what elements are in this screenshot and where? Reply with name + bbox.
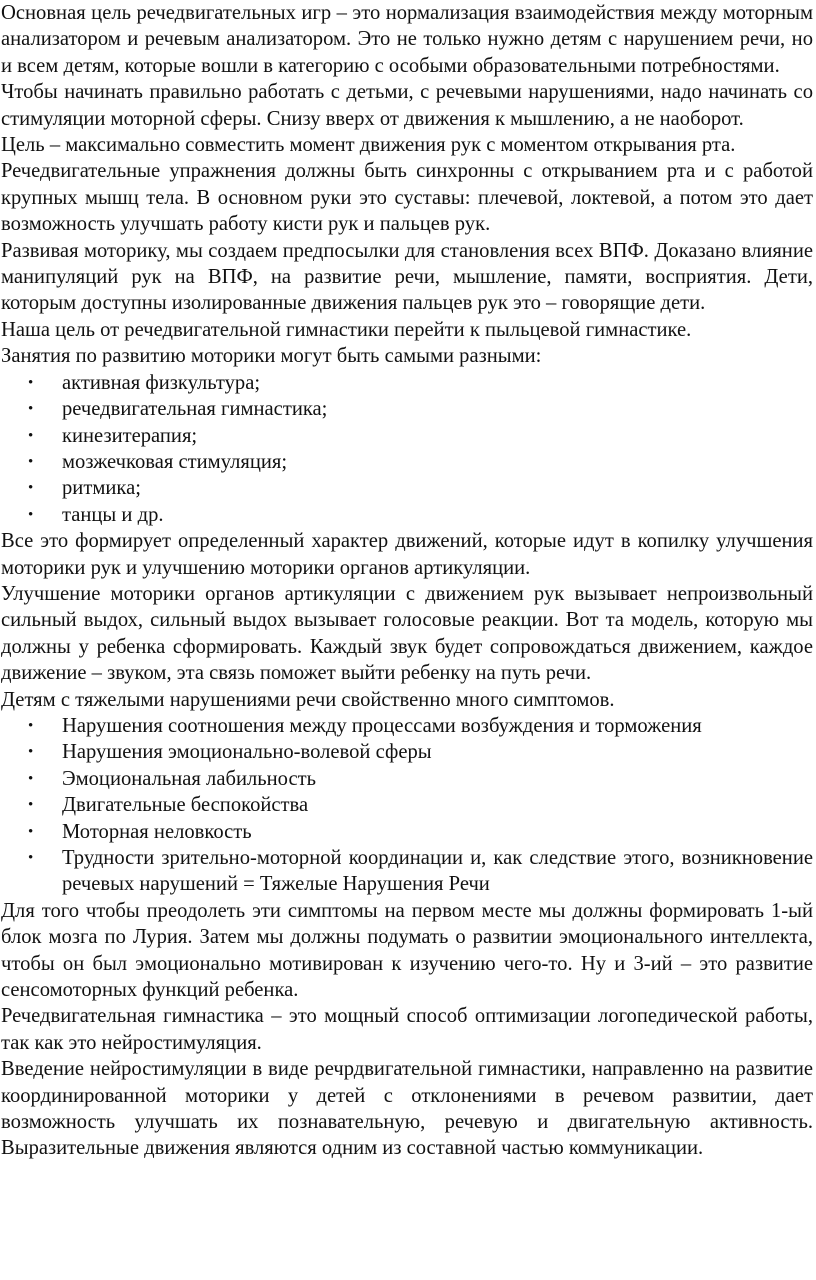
- paragraph: Детям с тяжелыми нарушениями речи свойственно много симптомов.: [1, 688, 615, 711]
- paragraph: Для того чтобы преодолеть эти симптомы на первом месте мы должны формировать 1-ый блок мозга по Лурия. Затем мы должны подумать о развитии эмоционального интеллекта, чтобы он был эмоционально мотивирован к изучению чего-то. Ну и 3-ий – это развитие сенсомоторных функций ребенка.: [1, 899, 813, 1002]
- list-item: [1, 502, 813, 528]
- paragraph: Речедвигательная гимнастика – это мощный способ оптимизации логопедической работы, так как это нейростимуляция.: [1, 1005, 813, 1054]
- list-item-text: Эмоциональная лабильность: [62, 767, 317, 790]
- bullet-icon: •: [28, 797, 34, 814]
- bullet-icon: •: [28, 480, 34, 497]
- paragraph: Все это формирует определенный характер движений, которые идут в копилку улучшения моторики рук и улучшению моторики органов артикуляции.: [1, 530, 813, 579]
- paragraph: Развивая моторику, мы создаем предпосылки для становления всех ВПФ. Доказано влияние манипуляций рук на ВПФ, на развитие речи, мышление, памяти, восприятия. Дети, которым доступны изолированные движения пальцев рук это – говорящие дети.: [1, 239, 813, 315]
- list-item: [1, 475, 813, 501]
- list-item: [1, 739, 813, 765]
- bullet-icon: •: [28, 401, 34, 418]
- paragraph: Речедвигательные упражнения должны быть синхронны с открыванием рта и с работой крупных мышц тела. В основном руки это суставы: плечевой, локтевой, а потом это дает возможность улучшать работу кисти рук и пальцев рук.: [1, 160, 813, 236]
- list-item-text: Моторная неловкость: [62, 820, 252, 843]
- list-item-text: танцы и др.: [62, 503, 164, 526]
- bullet-icon: •: [28, 374, 34, 391]
- paragraph: Цель – максимально совместить момент движения рук с моментом открывания рта.: [1, 134, 736, 157]
- list-item-text: кинезитерапия;: [62, 424, 198, 447]
- paragraph: Введение нейростимуляции в виде речрдвигательной гимнастики, направленно на развитие координированной моторики у детей с отклонениями в речевом развитии, дает возможность улучшать их познавательную, речевую и двигательную активность. Выразительные движения являются одним из составной частью коммуникации.: [1, 1058, 813, 1160]
- list-item: [1, 449, 813, 475]
- list-item-text: Нарушения эмоционально-волевой сферы: [62, 741, 432, 764]
- list-item: [1, 845, 813, 898]
- list-item: [1, 792, 813, 818]
- list-item: [1, 423, 813, 449]
- bullet-icon: •: [28, 717, 34, 734]
- bullet-icon: •: [28, 770, 34, 787]
- bullet-icon: •: [28, 744, 34, 761]
- list-item: [1, 713, 813, 739]
- list-item-text: ритмика;: [62, 477, 141, 500]
- paragraph: Чтобы начинать правильно работать с детьми, с речевыми нарушениями, надо начинать со стимуляции моторной сферы. Снизу вверх от движения к мышлению, а не наоборот.: [1, 81, 813, 130]
- bullet-icon: •: [28, 506, 34, 523]
- bullet-icon: •: [28, 427, 34, 444]
- bullet-icon: •: [28, 823, 34, 840]
- paragraph: Наша цель от речедвигательной гимнастики перейти к пыльцевой гимнастике.: [1, 318, 692, 341]
- list-item-text: Двигательные беспокойства: [62, 794, 309, 817]
- list-item: [1, 396, 813, 422]
- list-item-text: мозжечковая стимуляция;: [62, 450, 288, 473]
- paragraph: Занятия по развитию моторики могут быть самыми разными:: [1, 345, 542, 368]
- paragraph: Основная цель речедвигательных игр – это нормализация взаимодействия между моторным анализатором и речевым анализатором. Это не только нужно детям с нарушением речи, но и всем детям, которые вошли в категорию с особыми образовательными потребностями.: [1, 2, 813, 77]
- paragraph: Улучшение моторики органов артикуляции с движением рук вызывает непроизвольный сильный выдох, сильный выдох вызывает голосовые реакции. Вот та модель, которую мы должны у ребенка сформировать. Каждый звук будет сопровождаться движением, каждое движение – звуком, эта связь поможет выйти ребенку на путь речи.: [1, 582, 813, 685]
- list-item: [1, 819, 813, 845]
- list-item: [1, 766, 813, 792]
- list-item-text: Нарушения соотношения между процессами возбуждения и торможения: [62, 714, 702, 737]
- bullet-icon: •: [28, 453, 34, 470]
- bullet-icon: •: [28, 850, 34, 866]
- list-item-text: речедвигательная гимнастика;: [62, 398, 328, 421]
- symptoms-list: [1, 713, 813, 898]
- motor-activities-list: [1, 370, 813, 528]
- list-item-text: активная физкультура;: [62, 371, 261, 394]
- list-item-text: Трудности зрительно-моторной координации и, как следствие этого, возникновение речевых нарушений = Тяжелые Нарушения Речи: [62, 847, 813, 896]
- list-item: [1, 370, 813, 396]
